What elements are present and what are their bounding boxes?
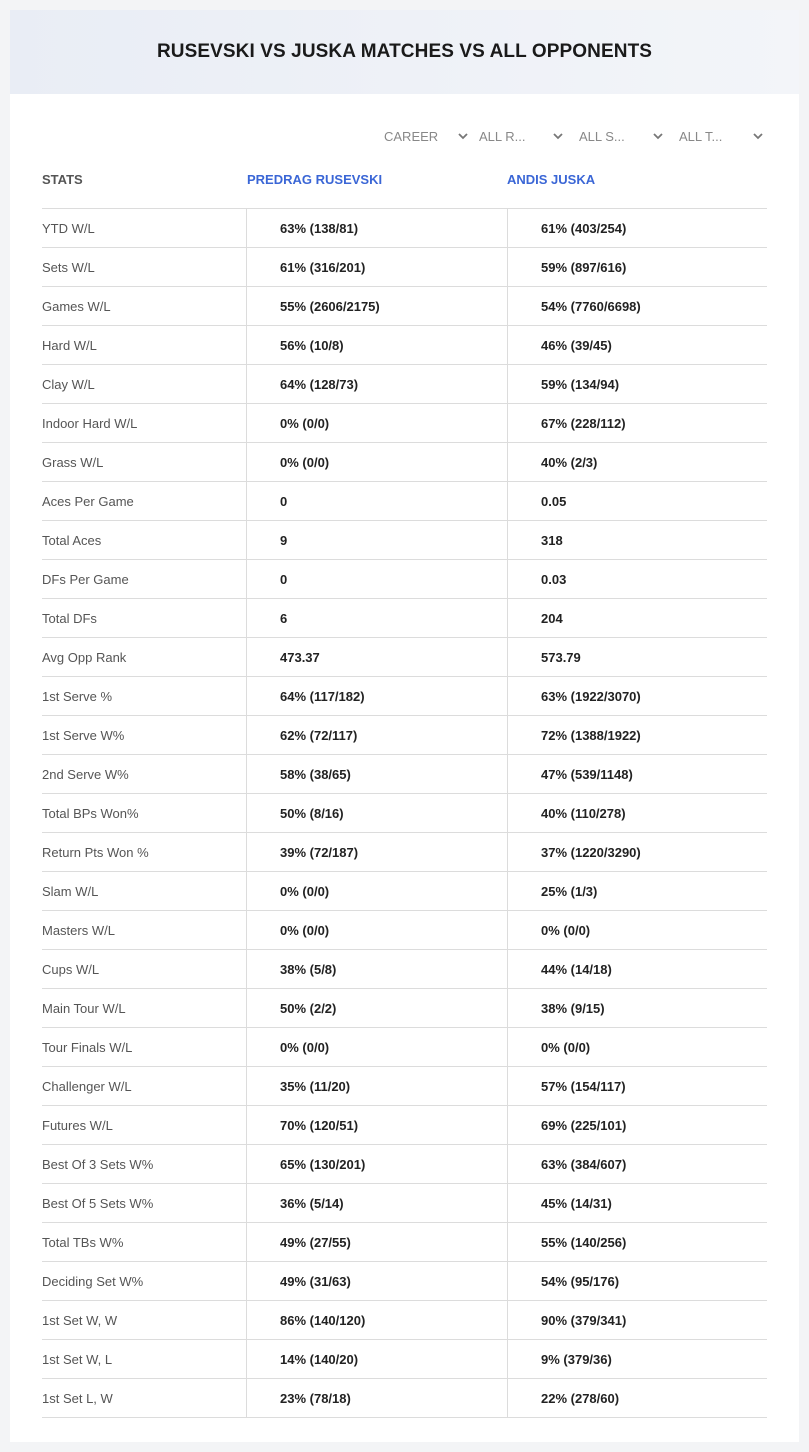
stat-label: Best Of 5 Sets W% <box>42 1195 154 1211</box>
stat-label: Avg Opp Rank <box>42 649 127 665</box>
stat-label: Challenger W/L <box>42 1078 132 1094</box>
player1-value: 0% (0/0) <box>246 443 507 481</box>
stat-label: Return Pts Won % <box>42 844 149 860</box>
stat-label: Total Aces <box>42 532 102 548</box>
stat-label: Hard W/L <box>42 337 97 353</box>
stats-column-header: STATS <box>42 172 83 187</box>
filter-round-label: ALL R... <box>479 128 526 144</box>
player1-value: 64% (128/73) <box>246 365 507 403</box>
table-row <box>42 1262 767 1301</box>
stat-label: YTD W/L <box>42 220 95 236</box>
table-row <box>42 326 767 365</box>
stat-label: Grass W/L <box>42 454 104 470</box>
player1-value: 6 <box>246 599 507 637</box>
player1-value: 38% (5/8) <box>246 950 507 988</box>
table-row <box>42 404 767 443</box>
player1-value: 0 <box>246 560 507 598</box>
table-header <box>42 170 767 208</box>
player2-value: 59% (897/616) <box>507 248 767 286</box>
player1-value: 62% (72/117) <box>246 716 507 754</box>
stat-label: Slam W/L <box>42 883 99 899</box>
table-row <box>42 755 767 794</box>
table-row <box>42 872 767 911</box>
player1-value: 61% (316/201) <box>246 248 507 286</box>
table-row <box>42 209 767 248</box>
table-row <box>42 911 767 950</box>
stat-label: Sets W/L <box>42 259 95 275</box>
filter-tournament-select[interactable] <box>679 126 764 146</box>
stat-label: Futures W/L <box>42 1117 113 1133</box>
stat-label: Deciding Set W% <box>42 1273 144 1289</box>
player2-value: 61% (403/254) <box>507 209 767 247</box>
player1-value: 0% (0/0) <box>246 1028 507 1066</box>
table-row <box>42 794 767 833</box>
player2-value: 37% (1220/3290) <box>507 833 767 871</box>
filter-surface-label: ALL S... <box>579 128 625 144</box>
stat-label: 2nd Serve W% <box>42 766 129 782</box>
player1-value: 55% (2606/2175) <box>246 287 507 325</box>
player1-value: 9 <box>246 521 507 559</box>
player1-value: 64% (117/182) <box>246 677 507 715</box>
player2-value: 63% (1922/3070) <box>507 677 767 715</box>
stat-label: Best Of 3 Sets W% <box>42 1156 154 1172</box>
stat-label: Main Tour W/L <box>42 1000 126 1016</box>
table-row <box>42 1145 767 1184</box>
stat-label: Tour Finals W/L <box>42 1039 133 1055</box>
player1-value: 50% (8/16) <box>246 794 507 832</box>
table-row <box>42 638 767 677</box>
player1-link[interactable]: PREDRAG RUSEVSKI <box>247 172 383 187</box>
player2-value: 45% (14/31) <box>507 1184 767 1222</box>
player2-value: 44% (14/18) <box>507 950 767 988</box>
table-row <box>42 287 767 326</box>
player1-value: 0% (0/0) <box>246 404 507 442</box>
stat-label: Cups W/L <box>42 961 100 977</box>
player1-value: 49% (31/63) <box>246 1262 507 1300</box>
player2-value: 63% (384/607) <box>507 1145 767 1183</box>
player2-value: 47% (539/1148) <box>507 755 767 793</box>
table-row <box>42 716 767 755</box>
filter-bar <box>10 126 799 146</box>
player1-value: 63% (138/81) <box>246 209 507 247</box>
table-row <box>42 833 767 872</box>
chevron-down-icon <box>552 130 564 142</box>
player2-value: 0% (0/0) <box>507 1028 767 1066</box>
player2-value: 59% (134/94) <box>507 365 767 403</box>
stat-label: DFs Per Game <box>42 571 129 587</box>
player2-link[interactable]: ANDIS JUSKA <box>507 172 596 187</box>
player2-value: 57% (154/117) <box>507 1067 767 1105</box>
filter-period-label: CAREER <box>384 128 439 144</box>
player2-value: 40% (2/3) <box>507 443 767 481</box>
table-row <box>42 443 767 482</box>
player2-value: 67% (228/112) <box>507 404 767 442</box>
stats-table-body <box>42 208 767 1418</box>
filter-period-select[interactable] <box>384 126 469 146</box>
table-row <box>42 1106 767 1145</box>
player2-value: 25% (1/3) <box>507 872 767 910</box>
table-row <box>42 599 767 638</box>
filter-surface-select[interactable] <box>579 126 664 146</box>
chevron-down-icon <box>652 130 664 142</box>
player1-value: 56% (10/8) <box>246 326 507 364</box>
stat-label: Total DFs <box>42 610 97 626</box>
stat-label: Aces Per Game <box>42 493 134 509</box>
stat-label: 1st Set W, L <box>42 1351 113 1367</box>
player2-value: 90% (379/341) <box>507 1301 767 1339</box>
player2-value: 69% (225/101) <box>507 1106 767 1144</box>
filter-tournament-label: ALL T... <box>679 128 723 144</box>
player2-value: 55% (140/256) <box>507 1223 767 1261</box>
stat-label: Indoor Hard W/L <box>42 415 138 431</box>
table-row <box>42 677 767 716</box>
player1-value: 70% (120/51) <box>246 1106 507 1144</box>
player1-value: 0% (0/0) <box>246 911 507 949</box>
table-row <box>42 1184 767 1223</box>
player2-value: 0% (0/0) <box>507 911 767 949</box>
stat-label: Total BPs Won% <box>42 805 139 821</box>
table-row <box>42 1379 767 1418</box>
player2-value: 9% (379/36) <box>507 1340 767 1378</box>
player2-value: 0.05 <box>507 482 767 520</box>
player1-value: 473.37 <box>246 638 507 676</box>
player1-value: 50% (2/2) <box>246 989 507 1027</box>
table-row <box>42 1340 767 1379</box>
player2-value: 22% (278/60) <box>507 1379 767 1417</box>
player2-value: 72% (1388/1922) <box>507 716 767 754</box>
player2-value: 40% (110/278) <box>507 794 767 832</box>
player2-value: 38% (9/15) <box>507 989 767 1027</box>
player2-value: 0.03 <box>507 560 767 598</box>
table-row <box>42 989 767 1028</box>
card-header <box>10 10 799 94</box>
stats-card <box>10 10 799 1442</box>
stat-label: 1st Serve % <box>42 688 113 704</box>
stat-label: 1st Set L, W <box>42 1390 113 1406</box>
table-row <box>42 1067 767 1106</box>
chevron-down-icon <box>457 130 469 142</box>
player2-value: 54% (95/176) <box>507 1262 767 1300</box>
player1-value: 39% (72/187) <box>246 833 507 871</box>
player1-value: 14% (140/20) <box>246 1340 507 1378</box>
player1-value: 0 <box>246 482 507 520</box>
player1-value: 86% (140/120) <box>246 1301 507 1339</box>
stat-label: Masters W/L <box>42 922 115 938</box>
stat-label: Total TBs W% <box>42 1234 124 1250</box>
player2-value: 318 <box>507 521 767 559</box>
player2-value: 46% (39/45) <box>507 326 767 364</box>
player2-value: 573.79 <box>507 638 767 676</box>
stat-label: 1st Serve W% <box>42 727 125 743</box>
player1-value: 58% (38/65) <box>246 755 507 793</box>
player1-value: 36% (5/14) <box>246 1184 507 1222</box>
player1-value: 0% (0/0) <box>246 872 507 910</box>
chevron-down-icon <box>752 130 764 142</box>
table-row <box>42 1301 767 1340</box>
stat-label: Games W/L <box>42 298 111 314</box>
filter-round-select[interactable] <box>479 126 564 146</box>
player2-value: 54% (7760/6698) <box>507 287 767 325</box>
table-row <box>42 1223 767 1262</box>
player1-value: 35% (11/20) <box>246 1067 507 1105</box>
player1-value: 49% (27/55) <box>246 1223 507 1261</box>
table-row <box>42 248 767 287</box>
page-title: RUSEVSKI VS JUSKA MATCHES VS ALL OPPONENTS <box>156 41 653 62</box>
player1-value: 23% (78/18) <box>246 1379 507 1417</box>
table-row <box>42 560 767 599</box>
stat-label: Clay W/L <box>42 376 95 392</box>
table-row <box>42 950 767 989</box>
stat-label: 1st Set W, W <box>42 1312 118 1328</box>
table-row <box>42 521 767 560</box>
table-row <box>42 365 767 404</box>
table-row <box>42 482 767 521</box>
player2-value: 204 <box>507 599 767 637</box>
player1-value: 65% (130/201) <box>246 1145 507 1183</box>
table-row <box>42 1028 767 1067</box>
